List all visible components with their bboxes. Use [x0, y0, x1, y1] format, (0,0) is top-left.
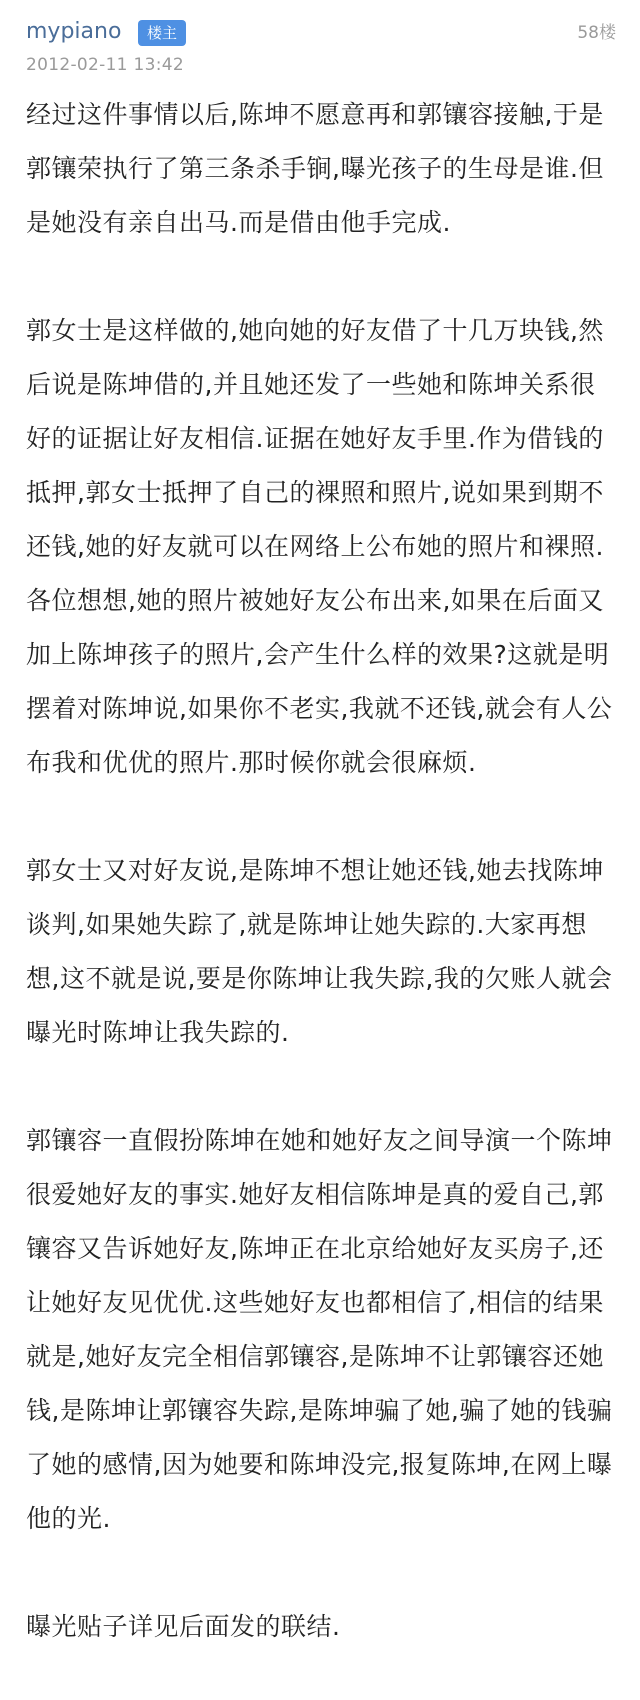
post-header — [26, 14, 616, 84]
author-username[interactable]: mypiano — [26, 19, 122, 44]
post-paragraph: 郭女士又对好友说,是陈坤不想让她还钱,她去找陈坤谈判,如果她失踪了,就是陈坤让她失踪的.大家再想想,这不就是说,要是你陈坤让我失踪,我的欠账人就会曝光时陈坤让我失踪的. — [26, 856, 613, 1047]
post-paragraph: 经过这件事情以后,陈坤不愿意再和郭镶容接触,于是郭镶荣执行了第三条杀手锏,曝光孩子的生母是谁.但是她没有亲自出马.而是借由他手完成. — [26, 100, 604, 237]
post-timestamp: 2012-02-11 13:42 — [26, 55, 184, 75]
post-paragraph: 曝光贴子详见后面发的联结. — [26, 1612, 341, 1641]
post-paragraph: 郭女士是这样做的,她向她的好友借了十几万块钱,然后说是陈坤借的,并且她还发了一些她和陈坤关系很好的证据让好友相信.证据在她好友手里.作为借钱的抵押,郭女士抵押了自己的裸照和照片,说如果到期不还钱,她的好友就可以在网络上公布她的照片和裸照.各位想想,她的照片被她好友公布出来,如果在后面又加上陈坤孩子的照片,会产生什么样的效果?这就是明摆着对陈坤说,如果你不老实,我就不还钱,就会有人公布我和优优的照片.那时候你就会很麻烦. — [26, 316, 613, 777]
floor-number: 58楼 — [577, 23, 616, 43]
post-content — [26, 88, 620, 1654]
op-badge: 楼主 — [138, 20, 186, 46]
post-paragraph: 郭镶容一直假扮陈坤在她和她好友之间导演一个陈坤很爱她好友的事实.她好友相信陈坤是真的爱自己,郭镶容又告诉她好友,陈坤正在北京给她好友买房子,还让她好友见优优.这些她好友也都相信了,相信的结果就是,她好友完全相信郭镶容,是陈坤不让郭镶容还她钱,是陈坤让郭镶容失踪,是陈坤骗了她,骗了她的钱骗了她的感情,因为她要和陈坤没完,报复陈坤,在网上曝他的光. — [26, 1126, 613, 1533]
